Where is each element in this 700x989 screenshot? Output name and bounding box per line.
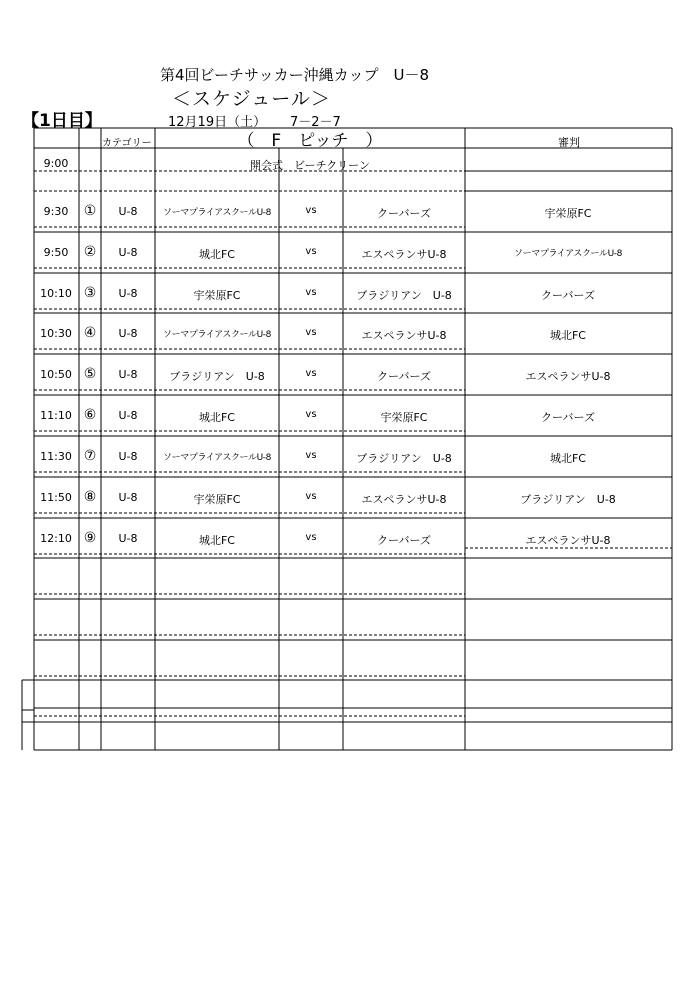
match-number: ⑤	[83, 366, 97, 382]
match-team-away: ブラジリアン U-8	[356, 452, 452, 465]
match-time: 11:30	[40, 450, 72, 463]
match-team-away: クーバーズ	[377, 534, 431, 547]
match-vs: vs	[305, 368, 317, 379]
match-vs: vs	[305, 491, 317, 502]
match-team-home: ソーマプライアスクールU-8	[163, 208, 271, 218]
match-referee: 城北FC	[549, 329, 586, 342]
match-team-home: 城北FC	[198, 248, 235, 261]
match-referee: クーバーズ	[541, 289, 595, 302]
match-category: U-8	[118, 205, 138, 218]
match-number: ⑦	[83, 448, 97, 464]
match-referee: クーバーズ	[541, 411, 595, 424]
match-team-away: クーバーズ	[377, 370, 431, 383]
match-category: U-8	[118, 246, 138, 259]
match-category: U-8	[118, 368, 138, 381]
match-time: 11:10	[40, 409, 72, 422]
team-count-label: 7－2－7	[290, 115, 341, 130]
match-time: 10:50	[40, 368, 72, 381]
match-time: 10:30	[40, 327, 72, 340]
match-referee: エスペランサU-8	[525, 370, 611, 383]
match-vs: vs	[305, 409, 317, 420]
match-team-home: 宇栄原FC	[193, 289, 241, 302]
schedule-heading: ＜スケジュール＞	[172, 88, 331, 110]
match-team-home: 宇栄原FC	[193, 493, 241, 506]
match-category: U-8	[118, 450, 138, 463]
opening-event: 開会式 ビーチクリーン	[250, 159, 370, 172]
match-number: ⑨	[83, 530, 97, 546]
match-number: ③	[83, 285, 97, 301]
match-time: 9:50	[43, 246, 69, 259]
match-team-away: エスペランサU-8	[361, 248, 447, 261]
match-category: U-8	[118, 287, 138, 300]
match-team-away: クーバーズ	[377, 207, 431, 220]
match-team-home: ブラジリアン U-8	[169, 370, 265, 383]
match-number: ④	[83, 325, 97, 341]
match-referee: ブラジリアン U-8	[520, 493, 616, 506]
match-vs: vs	[305, 205, 317, 216]
match-vs: vs	[305, 287, 317, 298]
match-team-away: エスペランサU-8	[361, 329, 447, 342]
match-category: U-8	[118, 409, 138, 422]
match-referee: 宇栄原FC	[544, 207, 592, 220]
header-pitch: （ F ピッチ ）	[237, 131, 383, 151]
match-team-home: 城北FC	[198, 534, 235, 547]
match-category: U-8	[118, 491, 138, 504]
match-team-away: ブラジリアン U-8	[356, 289, 452, 302]
date-label: 12月19日（土）	[168, 115, 267, 130]
match-referee: エスペランサU-8	[525, 534, 611, 547]
match-referee: ソーマプライアスクールU-8	[514, 249, 622, 259]
match-vs: vs	[305, 450, 317, 461]
match-number: ①	[83, 203, 97, 219]
match-vs: vs	[305, 246, 317, 257]
header-referee: 審判	[558, 136, 580, 149]
match-vs: vs	[305, 327, 317, 338]
match-time: 10:10	[40, 287, 72, 300]
header-category: カテゴリー	[102, 138, 152, 149]
match-team-away: 宇栄原FC	[380, 411, 428, 424]
match-number: ⑧	[83, 489, 97, 505]
match-team-home: ソーマプライアスクールU-8	[163, 453, 271, 463]
page-title: 第4回ビーチサッカー沖縄カップ U－8	[160, 66, 430, 84]
match-time: 12:10	[40, 532, 72, 545]
match-vs: vs	[305, 532, 317, 543]
match-number: ⑥	[83, 407, 97, 423]
match-category: U-8	[118, 327, 138, 340]
opening-time: 9:00	[43, 157, 69, 170]
match-number: ②	[83, 244, 97, 260]
match-time: 9:30	[43, 205, 69, 218]
day-label: 【1日目】	[22, 111, 102, 131]
match-team-home: 城北FC	[198, 411, 235, 424]
match-team-home: ソーマプライアスクールU-8	[163, 330, 271, 340]
match-category: U-8	[118, 532, 138, 545]
match-time: 11:50	[40, 491, 72, 504]
match-team-away: エスペランサU-8	[361, 493, 447, 506]
match-referee: 城北FC	[549, 452, 586, 465]
